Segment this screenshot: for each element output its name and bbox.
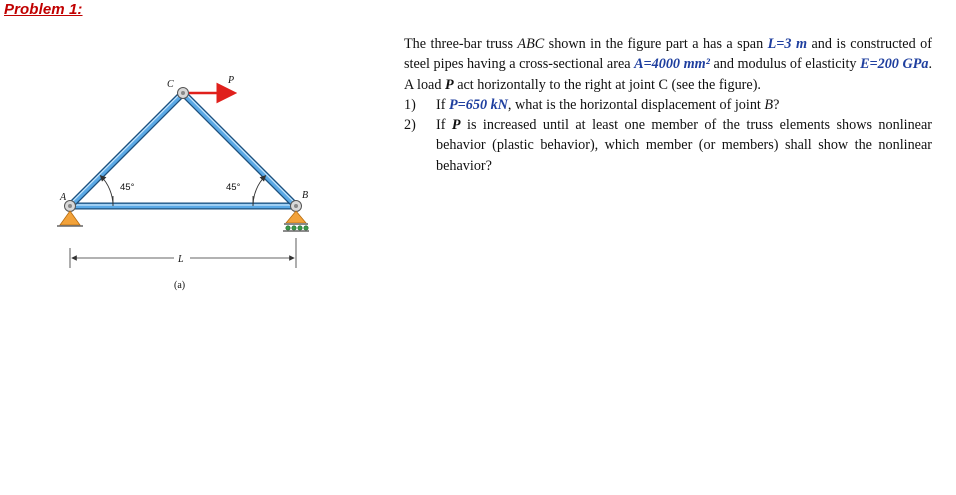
- question-1: [404, 95, 932, 115]
- intro-text-6: act horizontally to the right at joint C (see the figure).: [453, 76, 761, 93]
- label-joint-A: A: [60, 192, 67, 203]
- area-value: A=4000 mm²: [634, 56, 710, 73]
- load-symbol: P: [444, 76, 454, 93]
- angle-arc-right: [253, 176, 266, 206]
- pin-C: [178, 88, 189, 99]
- problem-title: Problem 1:: [4, 1, 83, 18]
- label-angle-left: 45°: [120, 182, 135, 193]
- label-joint-C: C: [167, 79, 174, 90]
- intro-text-2: shown in the figure part a has a span: [544, 36, 768, 52]
- truss-name: ABC: [517, 36, 545, 52]
- truss-figure: [0, 0, 400, 300]
- roller-support-B: [283, 211, 309, 231]
- pin-B: [291, 201, 302, 212]
- problem-statement: [404, 34, 932, 176]
- modulus-value: E=200 GPa: [860, 56, 929, 73]
- question-2-number: 2): [404, 117, 416, 134]
- q1-text-3: ?: [773, 96, 780, 113]
- question-1-text: [436, 95, 932, 115]
- q1-text-1: If: [436, 96, 449, 113]
- intro-text-1: The three-bar truss: [404, 36, 518, 52]
- label-load-P: P: [228, 75, 235, 86]
- intro-text-5: . A load: [404, 56, 932, 93]
- problem-intro: [404, 34, 932, 95]
- span-value: L=3 m: [767, 36, 807, 52]
- load-symbol-q2: P: [451, 117, 461, 134]
- angle-arc-left: [100, 176, 113, 206]
- label-angle-right: 45°: [226, 182, 241, 193]
- question-2-text: [436, 115, 932, 176]
- joint-B-ref: B: [764, 96, 774, 113]
- label-span-L: L: [178, 254, 184, 265]
- figure-caption: (a): [174, 280, 186, 291]
- intro-text-4: and modulus of elasticity: [709, 56, 861, 73]
- q2-text-1: If: [436, 117, 452, 134]
- q1-text-2: , what is the horizontal displacement of joint: [507, 96, 765, 113]
- question-list: [404, 95, 932, 176]
- question-1-number: 1): [404, 96, 416, 113]
- load-value: P=650 kN: [449, 96, 508, 113]
- label-joint-B: B: [302, 190, 309, 201]
- pin-support-A: [57, 211, 83, 226]
- member-AB: [70, 205, 296, 206]
- q2-text-2: is increased until at least one member of the truss elements shows nonlinear behavior (plastic behavior), which member (or members) shall show the nonlinear behavior?: [436, 117, 932, 174]
- question-2: [404, 115, 932, 176]
- intro-text-3: and is constructed of steel pipes having a cross-sectional area: [404, 36, 932, 73]
- pin-A: [65, 201, 76, 212]
